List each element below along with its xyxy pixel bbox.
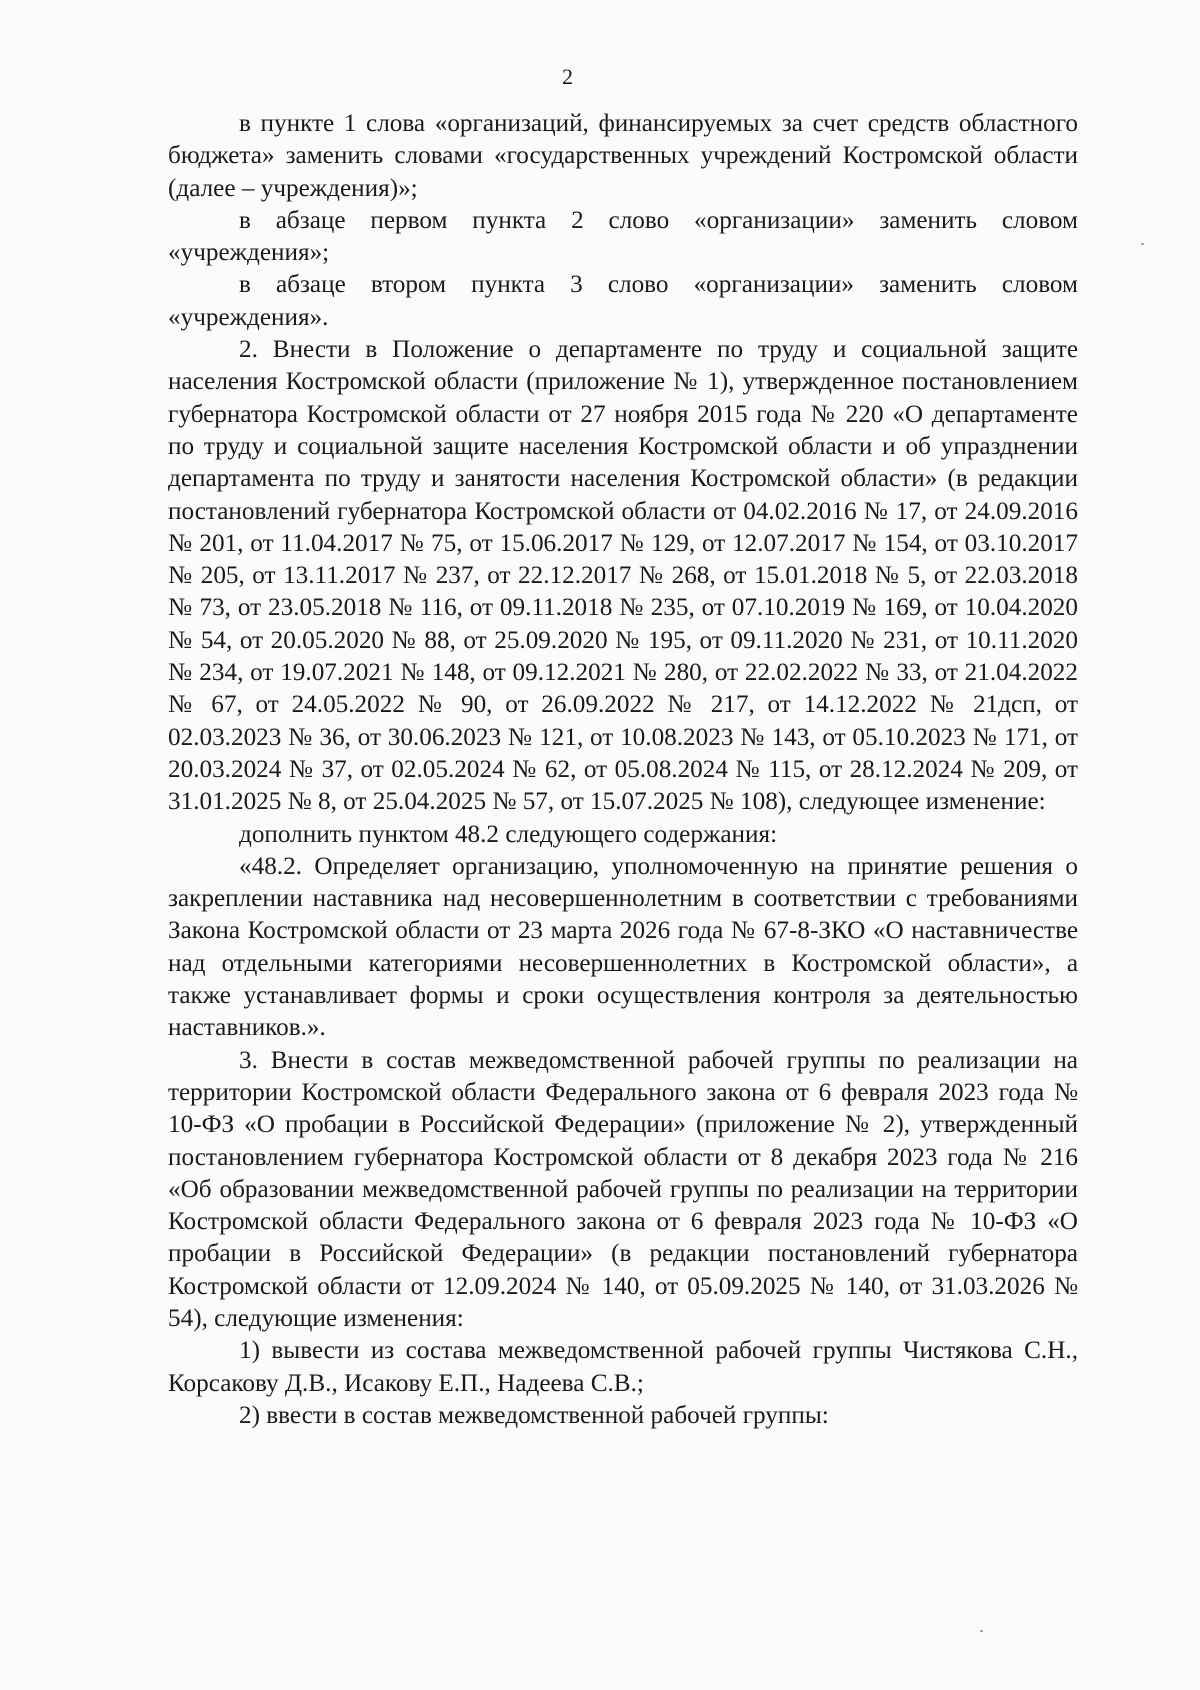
paragraph-section-3-amendment: 3. Внести в состав межведомственной рабочей группы по реализации на территории Костромской области Федерального закона от 6 февраля 2023 года № 10-ФЗ «О пробации в Российской Федерации» (приложение № 2), утвержденный постановлением губернатора Костромской области от 8 декабря 2023 года № 216 «Об образовании межведомственной рабочей группы по реализации на территории Костромской области Федерального закона от 6 февраля 2023 года № 10-ФЗ «О пробации в Российской Федерации» (в редакции постановлений губернатора Костромской области от 12.09.2024 № 140, от 05.09.2025 № 140, от 31.03.2026 № 54), следующие изменения: <box>168 1046 1078 1332</box>
paragraph-add-members: 2) ввести в состав межведомственной рабочей группы: <box>239 1401 829 1429</box>
paragraph-item-1-wording: в пункте 1 слова «организаций, финансируемых за счет средств областного бюджета» заменить словами «государственных учреждений Костромской области (далее – учреждения)»; <box>168 110 1078 202</box>
paragraph-remove-members: 1) вывести из состава межведомственной рабочей группы Чистякова С.Н., Корсакову Д.В., Исакову Е.П., Надеева С.В.; <box>168 1337 1078 1397</box>
paragraph-item-3-second-abzats: в абзаце втором пункта 3 слово «организации» заменить словом «учреждения». <box>168 271 1078 331</box>
paragraph-point-48-2-text: «48.2. Определяет организацию, уполномоченную на принятие решения о закреплении наставника над несовершеннолетним в соответствии с требованиями Закона Костромской области от 23 марта 2026 года № 67-8-ЗКО «О наставничестве над отдельными категориями несовершеннолетних в Костромской области», а также устанавливает формы и сроки осуществления контроля за деятельностью наставников.». <box>168 852 1078 1042</box>
paragraph-add-48-2: дополнить пунктом 48.2 следующего содержания: <box>239 820 778 848</box>
paragraph-item-2-first-abzats: в абзаце первом пункта 2 слово «организации» заменить словом «учреждения»; <box>168 206 1078 267</box>
scan-speck <box>1141 243 1144 245</box>
paragraph-section-2-amendment: 2. Внести в Положение о департаменте по труду и социальной защите населения Костромской области (приложение № 1), утвержденное постановлением губернатора Костромской области от 27 ноября 2015 года № 220 «О департаменте по труду и социальной защите населения Костромской области и об упразднении департамента по труду и занятости населения Костромской области» (в редакции постановлений губернатора Костромской области от 04.02.2016 № 17, от 24.09.2016 № 201, от 11.04.2017 № 75, от 15.06.2017 № 129, от 12.07.2017 № 154, от 03.10.2017 № 205, от 13.11.2017 № 237, от 22.12.2017 № 268, от 15.01.2018 № 5, от 22.03.2018 № 73, от 23.05.2018 № 116, от 09.11.2018 № 235, от 07.10.2019 № 169, от 10.04.2020 № 54, от 20.05.2020 № 88, от 25.09.2020 № 195, от 09.11.2020 № 231, от 10.11.2020 № 234, от 19.07.2021 № 148, от 09.12.2021 № 280, от 22.02.2022 № 33, от 21.04.2022 № 67, от 24.05.2022 № 90, от 26.09.2022 № 217, от 14.12.2022 № 21дсп, от 02.03.2023 № 36, от 30.06.2023 № 121, от 10.08.2023 № 143, от 05.10.2023 № 171, от 20.03.2024 № 37, от 02.05.2024 № 62, от 05.08.2024 № 115, от 28.12.2024 № 209, от 31.01.2025 № 8, от 25.04.2025 № 57, от 15.07.2025 № 108), следующее изменение: <box>168 336 1078 816</box>
page-number: 2 <box>562 64 573 89</box>
scan-speck <box>980 1630 983 1632</box>
document-body <box>168 108 1078 1432</box>
